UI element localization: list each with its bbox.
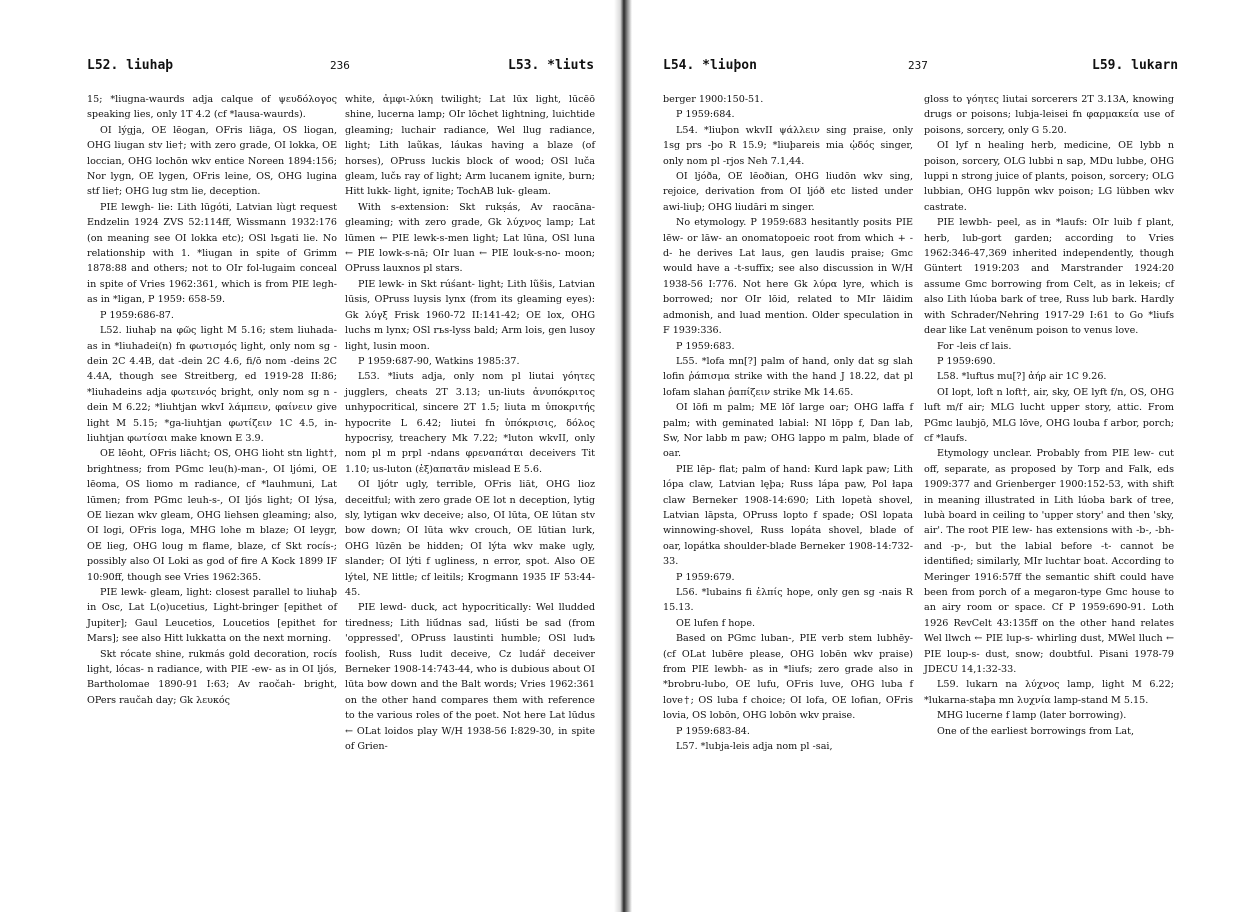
book-gutter	[614, 0, 632, 912]
paragraph: white, ἀμφι-λύκη twilight; Lat lūx light, lūcēō shine, lucerna lamp; OIr lōchet lightning, luichtide gleaming; luchair radiance, Wel llug radiance, light; Lith laũkas, láukas having a blaze (of horses), OPruss luckis block of wood; OSl luča gleam, lučь ray of light; Arm lucanem ignite, burn; Hitt lukk- light, ignite; TochAB luk- gleam.	[345, 94, 595, 198]
paragraph: OE lufen f hope.	[676, 617, 756, 629]
paragraph: One of the earliest borrowings from Lat,	[937, 725, 1135, 737]
paragraph: L56. *lubains fi ἐλπίς hope, only gen sg -nais R 15.13.	[663, 587, 913, 614]
paragraph: Based on PGmc luban-, PIE verb stem lubhēy- (cf OLat lubēre please, OHG lobēn wkv praise) from PIE lewbh- as in *liufs; zero grade also in *brobru-lubo, OE lufu, OFris luve, OHG luba f love†; OS luba f choice; OI lofa, OE lofian, OFris lovia, OS lobōn, OHG lobōn wkv praise.	[663, 633, 913, 722]
paragraph: L53. *liuts adja, only nom pl liutai γόητες jugglers, cheats 2T 3.13; un-liuts ἀνυπόκριτος unhypocritical, sincere 2T 1.5; liuta m ὑποκριτής hypocrite L 6.42; liutei fn ὑπόκρισις, δόλος hypocrisy, treachery Mk 7.22; *luton wkvII, only nom pl m prpl -ndans φρεναπάται deceivers Tit 1.10; us-luton (ἐξ)απατᾶν mislead E 5.6.	[345, 371, 595, 475]
paragraph: berger 1900:150-51.	[663, 94, 764, 105]
paragraph: P 1959:690.	[937, 355, 996, 367]
paragraph: P 1959:684.	[676, 109, 735, 121]
paragraph: P 1959:687-90, Watkins 1985:37.	[358, 355, 520, 367]
paragraph: PIE lewd- duck, act hypocritically: Wel lludded tiredness; Lith liū́dnas sad, liū́sti be sad (from 'oppressed', OPruss laustinti humble; OSl ludъ foolish, Russ ludit deceive, Cz ludář deceiver Berneker 1908-14:743-44, who is dubious about OI lūta bow down and the Balt words; Vries 1962:361 on the other hand compares them with reference to the various roles of the poet. Not here Lat lūdus ← OLat loidos play W/H 1938-56 I:829-30, in spite of Grien-	[345, 602, 595, 753]
paragraph: OI lōfi m palm; ME lōf large oar; OHG laffa f palm; with geminated labial: NI löpp f, Dan lab, Sw, Nor labb m paw; OHG lappo m palm, blade of oar.	[663, 402, 913, 460]
paragraph: PIE lēp- flat; palm of hand: Kurd lapk paw; Lith lópa claw, Latvian lęþa; Russ lápa paw, Pol łapa claw Berneker 1908-14:690; Lith lopetà shovel, Latvian lāpsta, OPruss lopto f spade; OSl lopata winnowing-shovel, Russ lopáta shovel, blade of oar, lopátka shoulder-blade Berneker 1908-14:732-33.	[663, 463, 913, 568]
paragraph: OI lyf n healing herb, medicine, OE lybb n poison, sorcery, OLG lubbi n sap, MDu lubbe, OHG luppi n strong juice of plants, poison, sorcery; OLG lubbian, OHG luppōn wkv poison; LG lübben wkv castrate.	[924, 140, 1174, 213]
paragraph: Skt rócate shine, rukmás gold decoration, rocís light, lócas- n radiance, with PIE -ew- as in OI ljós, Bartholomae 1890-91 I:63; Av raočah- bright, OPers raučah day; Gk λευκός	[87, 648, 337, 706]
paragraph: P 1959:683.	[676, 340, 735, 352]
paragraph: PIE lewk- in Skt rúśant- light; Lith lũšis, Latvian lūsis, OPruss luysis lynx (from its gleaming eyes): Gk λύγξ Frisk 1960-72 II:141-42; OE lox, OHG luchs m lynx; OSl rъs-lyss bald; Arm lois, gen lusoy light, lusin moon.	[345, 278, 595, 352]
left-column-2	[345, 92, 595, 754]
paragraph: OI ljótr ugly, terrible, OFris liāt, OHG lioz deceitful; with zero grade OE lot n deception, lytig sly, lytigan wkv deceive; also, OI lūta, OE lūtan stv bow down; OI lūta wkv crouch, OE lūtian lurk, OHG lūzēn be hidden; OI lýta wkv make ugly, slander; OI lýti f ugliness, n error, spot. Also OE lýtel, NE little; cf leitils; Krogmann 1935 IF 53:44-45.	[345, 479, 595, 598]
paragraph: P 1959:686-87.	[100, 309, 174, 321]
right-page	[632, 0, 1246, 912]
paragraph: L52. liuhaþ na φῶς light M 5.16; stem liuhada- as in *liuhadei(n) fn φωτισμός light, only nom sg -dein 2C 4.4B, dat -dein 2C 4.6, fi/ō nom -deins 2C 4.4A, though see Streitberg, ed 1919-28 II:86; *liuhadeins adja φωτεινός bright, only nom sg n -dein M 6.22; *liuhtjan wkvI λάμπειν, φαίνειν give light M 5.15; *ga-liuhtjan φωτίζειν 1C 4.5, in-liuhtjan φωτίσαι make known E 3.9.	[87, 325, 337, 444]
paragraph: For -leis cf lais.	[937, 340, 1012, 352]
paragraph: L58. *luftus mu[?] ἀήρ air 1C 9.26.	[937, 371, 1107, 383]
paragraph: PIE lewgh- lie: Lith lūgóti, Latvian lùgt request Endzelin 1924 ZVS 52:114ff, Wissmann 1932:176 (on meaning see OI lokka etc); OSl lъgati lie. No relationship with 1. *liugan in spite of Grimm 1878:88 and others; not to OIr fol-lugaim conceal in spite of Vries 1962:361, which is from PIE legh- as in *ligan, P 1959: 658-59.	[87, 201, 337, 306]
right-running-head-right: L59. lukarn	[1092, 58, 1179, 73]
paragraph: L59. lukarn na λύχνος lamp, light M 6.22; *lukarna-staþa mn λυχνία lamp-stand M 5.15.	[924, 679, 1174, 706]
paragraph: OI ljóða, OE lēoðian, OHG liudōn wkv sing, rejoice, derivation from OI ljóð etc listed under awi-liuþ; OHG liudāri m singer.	[663, 171, 913, 213]
right-column-1	[663, 92, 913, 754]
left-column-1	[87, 92, 337, 708]
paragraph: 15; *liugna-waurds adja calque of ψευδόλογος speaking lies, only 1T 4.2 (cf *lausa-waurds).	[87, 94, 337, 121]
right-column-2	[924, 92, 1174, 739]
paragraph: P 1959:683-84.	[676, 725, 750, 737]
paragraph: OE lēoht, OFris liācht; OS, OHG lioht stn light†, brightness; from PGmc leu(h)-man-, OI ljómi, OE lēoma, OS liomo m radiance, cf *lauhmuni, Lat lūmen; from PGmc leuh-s-, OI ljós light; OI lýsa, OE liezan wkv gleam, OHG liehsen gleaming; also, OI logi, OFris loga, MHG lohe m blaze; OI leygr, OE lieg, OHG loug m flame, blaze, cf Skt rocís-; possibly also OI Loki as god of fire A Kock 1899 IF 10:90ff, though see Vries 1962:365.	[87, 448, 337, 583]
paragraph: Etymology unclear. Probably from PIE lew- cut off, separate, as proposed by Torp and Falk, eds 1909:377 and Grienberger 1900:152-53, with shift in meaning illustrated in Lith lúoba bark of tree, lubà board in ceiling to 'upper story' and then 'sky, air'. The root PIE lew- has extensions with -b-, -bh- and -p-, but the labial before -t- cannot be identified; similarly, MIr luchtar boat. According to Meringer 1916:57ff the semantic shift could have been from porch of a megaron-type Gmc house to an airy room or space. Cf P 1959:690-91. Loth 1926 RevCelt 43:135ff on the other hand relates Wel llwch ← PIE lup-s- whirling dust, MWel lluch ← PIE loup-s- dust, snow; doubtful. Pisani 1978-79 JDECU 14,1:32-33.	[924, 448, 1174, 676]
paragraph: PIE lewbh- peel, as in *laufs: OIr luib f plant, herb, lub-gort garden; according to Vries 1962:346-47,369 inherited independently, though Güntert 1919:203 and Marstrander 1924:20 assume Gmc borrowing from Celt, as in lekeis; cf also Lith lúoba bark of tree, Russ lub bark. Hardly with Schrader/Nehring 1917-29 I:61 to Go *liufs dear like Lat venēnum poison to venus love.	[924, 217, 1174, 337]
paragraph: With s-extension: Skt rukṣás, Av raocāna- gleaming; with zero grade, Gk λύχνος lamp; Lat lūmen ← PIE lewk-s-men light; Lat lūna, OSl luna ← PIE lowk-s-nā; OIr luan ← PIE louk-s-no- moon; OPruss lauxnos pl stars.	[345, 201, 595, 275]
paragraph: P 1959:679.	[676, 571, 735, 583]
right-running-head: L54. *liuþon	[663, 58, 757, 73]
left-running-head-right: L53. *liuts	[508, 58, 595, 73]
paragraph: MHG lucerne f lamp (later borrowing).	[937, 710, 1127, 722]
left-page-number: 236	[330, 59, 350, 72]
left-page	[0, 0, 614, 912]
paragraph: L54. *liuþon wkvII ψάλλειν sing praise, only 1sg prs -þo R 15.9; *liuþareis mia ᾠδός singer, only nom pl -rjos Neh 7.1,44.	[663, 124, 913, 167]
paragraph: OI lopt, loft n loft†, air, sky, OE lyft f/n, OS, OHG luft m/f air; MLG lucht upper story, attic. From PGmc laubjō, MLG lōve, OHG louba f arbor, porch; cf *laufs.	[924, 386, 1174, 444]
paragraph: gloss to γόητες liutai sorcerers 2T 3.13A, knowing drugs or poisons; lubja-leisei fn φαρμακεία use of poisons, sorcery, only G 5.20.	[924, 94, 1174, 136]
paragraph: PIE lewk- gleam, light: closest parallel to liuhaþ in Osc, Lat L(o)ucetius, Light-bringer [epithet of Jupiter]; Gaul Leucetios, Loucetios [epithet for Mars]; see also Hitt lukkatta on the next morning.	[87, 587, 337, 645]
paragraph: No etymology. P 1959:683 hesitantly posits PIE lēw- or lāw- an onomatopoeic root from which + -d- he derives Lat laus, gen laudis praise; Gmc would have a -t-suffix; see also discussion in W/H 1938-56 I:776. Not here Gk λύρα lyre, which is borrowed; nor OIr lōid, related to MIr lāidim admonish, and luad mention. Older speculation in F 1939:336.	[663, 217, 913, 337]
paragraph: OI lýgja, OE lēogan, OFris liāga, OS liogan, OHG liugan stv lie†; with zero grade, OI lokka, OE loccian, OHG lochōn wkv entice Noreen 1894:156; Nor lygn, OE lygen, OFris leine, OS, OHG lugina stf lie†; OHG lug stm lie, deception.	[87, 124, 337, 198]
paragraph: L57. *lubja-leis adja nom pl -sai,	[676, 741, 833, 753]
left-running-head: L52. liuhaþ	[87, 58, 174, 73]
right-page-number: 237	[908, 59, 928, 72]
paragraph: L55. *lofa mn[?] palm of hand, only dat sg slah lofin ῥάπισμα strike with the hand J 18.22, dat pl lofam slahan ῥαπίζειν strike Mk 14.65.	[663, 355, 913, 398]
